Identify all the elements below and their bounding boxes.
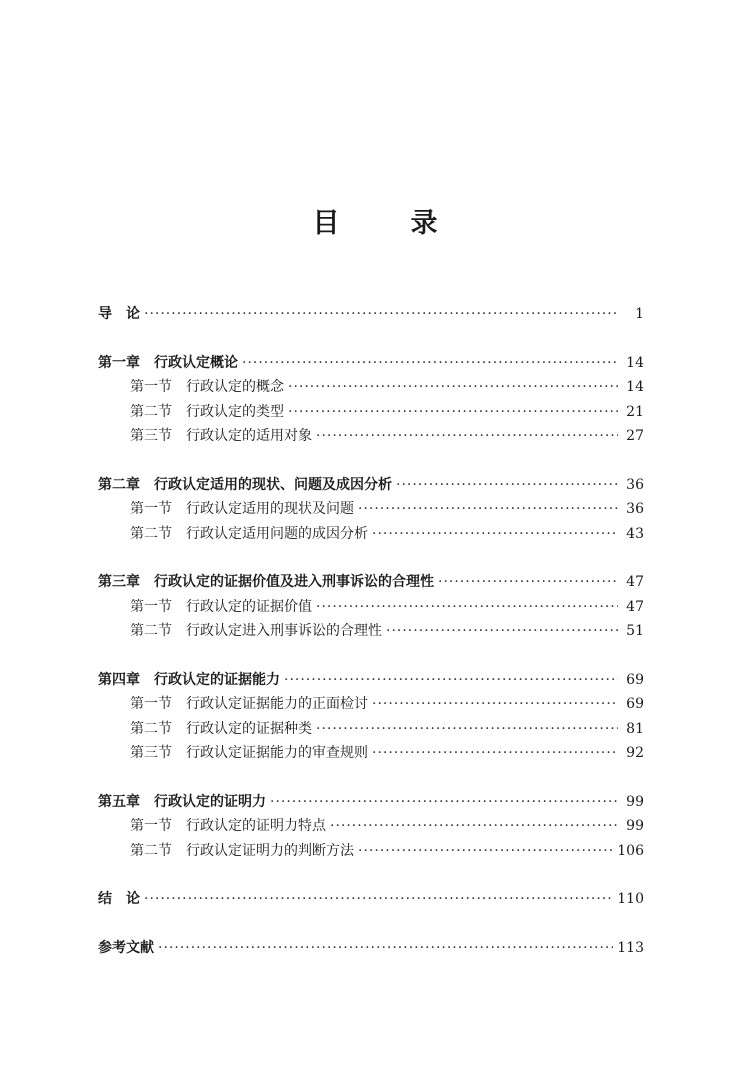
dot-leader (372, 741, 618, 766)
page-number: 14 (626, 379, 644, 395)
chapter-label (98, 790, 266, 815)
page-number: 51 (626, 623, 644, 639)
toc-section-row[interactable] (98, 497, 644, 522)
section-number: 第一节 (130, 818, 172, 834)
section-label (130, 424, 312, 449)
dot-leader (358, 839, 613, 864)
dot-leader (316, 424, 618, 449)
page-number: 1 (635, 306, 644, 322)
toc-chapter-row[interactable] (98, 790, 644, 815)
toc-section-row[interactable] (98, 619, 644, 644)
chapter-title: 行政认定的证明力 (154, 793, 266, 810)
toc-section-row[interactable] (98, 522, 644, 547)
toc-group (98, 936, 644, 961)
toc-section-row[interactable] (98, 424, 644, 449)
section-number: 第二节 (130, 623, 172, 639)
section-number: 第二节 (130, 403, 172, 420)
toc-group (98, 668, 644, 766)
chapter-number: 导 论 (98, 306, 140, 322)
section-number: 第一节 (130, 501, 172, 517)
dot-leader (316, 717, 618, 742)
chapter-label (98, 668, 280, 693)
table-of-contents (98, 302, 644, 984)
chapter-label (98, 302, 140, 327)
chapter-label (98, 570, 434, 595)
section-number: 第二节 (130, 842, 172, 859)
section-number: 第一节 (130, 379, 172, 395)
dot-leader (316, 595, 618, 620)
section-label (130, 595, 312, 620)
chapter-title: 行政认定概论 (154, 354, 238, 371)
toc-section-row[interactable] (98, 717, 644, 742)
dot-leader (144, 302, 618, 327)
toc-group (98, 351, 644, 449)
chapter-number: 第二章 (98, 476, 140, 493)
section-label (130, 522, 368, 547)
dot-leader (330, 814, 618, 839)
toc-chapter-row[interactable] (98, 668, 644, 693)
page-number: 69 (626, 671, 644, 688)
toc-group (98, 302, 644, 327)
section-label (130, 400, 284, 425)
page-number: 81 (626, 720, 644, 737)
dot-leader (358, 497, 618, 522)
dot-leader (372, 692, 618, 717)
toc-section-row[interactable] (98, 741, 644, 766)
toc-group (98, 887, 644, 912)
section-number: 第三节 (130, 745, 172, 761)
section-title: 行政认定的概念 (186, 379, 284, 395)
chapter-number: 第三章 (98, 574, 140, 590)
toc-section-row[interactable] (98, 839, 644, 864)
section-title: 行政认定进入刑事诉讼的合理性 (186, 623, 382, 639)
toc-group (98, 790, 644, 864)
page-number: 113 (617, 939, 644, 956)
section-label (130, 839, 354, 864)
section-number: 第一节 (130, 696, 172, 712)
section-label (130, 497, 354, 522)
page-number: 110 (617, 891, 644, 907)
toc-section-row[interactable] (98, 375, 644, 400)
page-number: 99 (626, 793, 644, 810)
section-title: 行政认定的适用对象 (186, 428, 312, 444)
page-number: 36 (626, 501, 644, 517)
toc-section-row[interactable] (98, 400, 644, 425)
chapter-number: 第五章 (98, 793, 140, 810)
toc-chapter-row[interactable] (98, 936, 644, 961)
section-label (130, 741, 368, 766)
section-title: 行政认定证据能力的正面检讨 (186, 696, 368, 712)
page-number: 47 (626, 574, 644, 590)
section-label (130, 717, 312, 742)
section-title: 行政认定证据能力的审查规则 (186, 745, 368, 761)
page-number: 92 (626, 745, 644, 761)
toc-group (98, 570, 644, 644)
page-number: 43 (626, 525, 644, 542)
section-title: 行政认定适用问题的成因分析 (186, 525, 368, 542)
section-title: 行政认定证明力的判断方法 (186, 842, 354, 859)
page-number: 106 (617, 842, 644, 859)
page-number: 69 (626, 696, 644, 712)
chapter-number: 第四章 (98, 671, 140, 688)
dot-leader (242, 351, 618, 376)
chapter-title: 行政认定适用的现状、问题及成因分析 (154, 476, 392, 493)
chapter-label (98, 473, 392, 498)
toc-section-row[interactable] (98, 595, 644, 620)
toc-chapter-row[interactable] (98, 351, 644, 376)
toc-chapter-row[interactable] (98, 887, 644, 912)
dot-leader (144, 887, 613, 912)
chapter-title: 行政认定的证据价值及进入刑事诉讼的合理性 (154, 574, 434, 590)
chapter-label (98, 351, 238, 376)
toc-section-row[interactable] (98, 692, 644, 717)
section-number: 第一节 (130, 598, 172, 615)
page-title: 目 录 (312, 208, 460, 239)
page-number: 27 (626, 428, 644, 444)
section-number: 第二节 (130, 525, 172, 542)
dot-leader (396, 473, 618, 498)
section-title: 行政认定适用的现状及问题 (186, 501, 354, 517)
chapter-label (98, 887, 140, 912)
section-title: 行政认定的证据种类 (186, 720, 312, 737)
toc-chapter-row[interactable] (98, 570, 644, 595)
chapter-number: 结 论 (98, 891, 140, 907)
dot-leader (288, 375, 618, 400)
section-title: 行政认定的证明力特点 (186, 818, 326, 834)
section-number: 第二节 (130, 720, 172, 737)
page-number: 99 (626, 818, 644, 834)
toc-section-row[interactable] (98, 814, 644, 839)
section-label (130, 692, 368, 717)
dot-leader (288, 400, 618, 425)
dot-leader (270, 790, 618, 815)
toc-chapter-row[interactable] (98, 302, 644, 327)
dot-leader (372, 522, 618, 547)
toc-chapter-row[interactable] (98, 473, 644, 498)
dot-leader (284, 668, 618, 693)
page-number: 47 (626, 598, 644, 615)
page-number: 14 (626, 354, 644, 371)
chapter-title: 行政认定的证据能力 (154, 671, 280, 688)
chapter-label (98, 936, 154, 961)
chapter-number: 参考文献 (98, 939, 154, 956)
section-number: 第三节 (130, 428, 172, 444)
section-title: 行政认定的证据价值 (186, 598, 312, 615)
dot-leader (386, 619, 618, 644)
dot-leader (438, 570, 618, 595)
page-number: 36 (626, 476, 644, 493)
section-label (130, 814, 326, 839)
section-label (130, 619, 382, 644)
section-title: 行政认定的类型 (186, 403, 284, 420)
dot-leader (158, 936, 613, 961)
section-label (130, 375, 284, 400)
toc-group (98, 473, 644, 547)
page-number: 21 (626, 403, 644, 420)
chapter-number: 第一章 (98, 354, 140, 371)
